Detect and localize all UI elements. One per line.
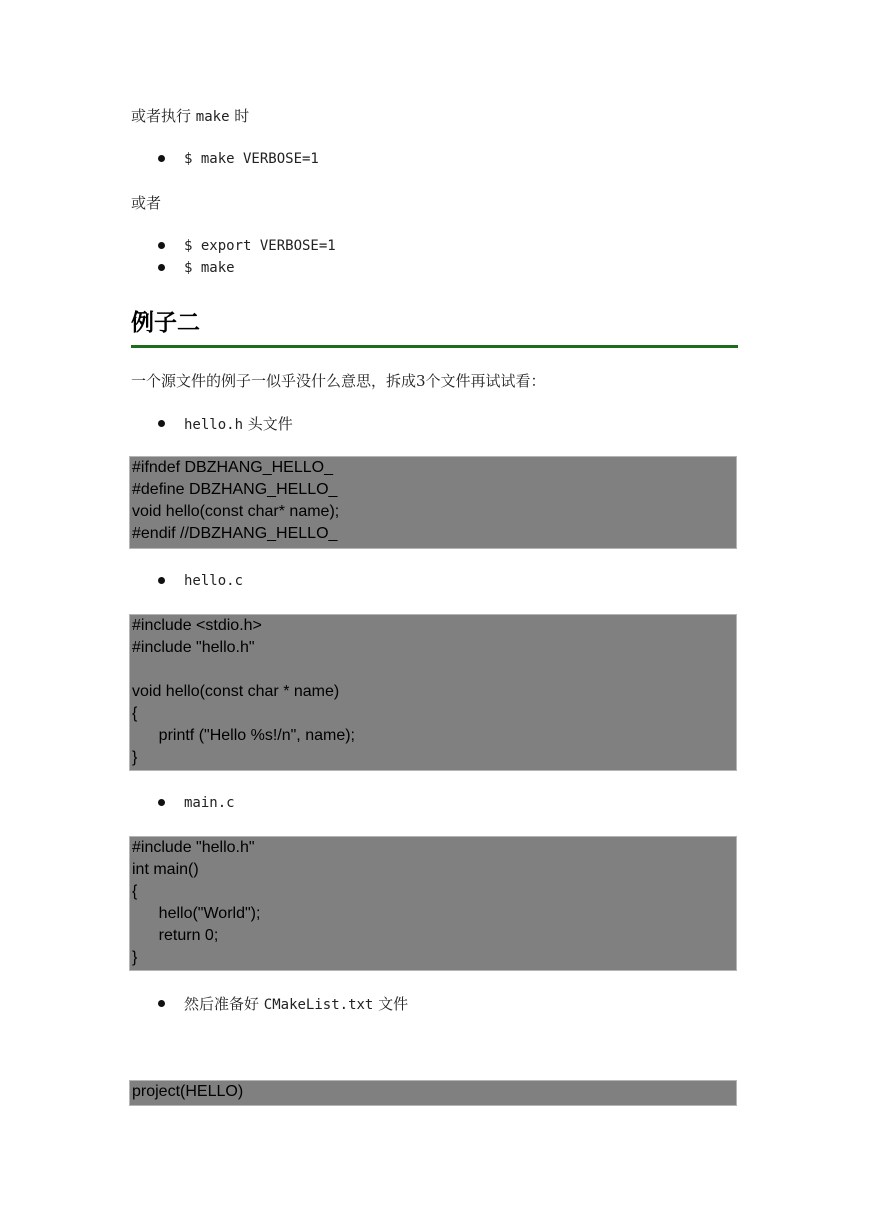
code-line: } xyxy=(132,949,138,966)
code-block-cmake xyxy=(129,1080,737,1106)
cmake-pre: 然后准备好 xyxy=(184,995,264,1013)
command-text: $ make VERBOSE=1 xyxy=(184,151,319,167)
code-line: return 0; xyxy=(132,927,219,944)
description-text: 一个源文件的例子一似乎没什么意思，拆成3个文件再试试看： xyxy=(131,372,546,390)
section-heading: 例子二 xyxy=(131,310,200,336)
file-name: hello.h xyxy=(184,417,244,433)
file-name: main.c xyxy=(184,795,235,811)
code-line: { xyxy=(132,705,138,722)
code-line: #include "hello.h" xyxy=(132,639,255,656)
code-line: #include <stdio.h> xyxy=(132,617,262,634)
code-line: void hello(const char * name) xyxy=(132,683,340,700)
heading-underline xyxy=(131,345,738,348)
bullet-icon xyxy=(158,799,165,806)
bullet-icon xyxy=(158,420,165,427)
bullet-icon xyxy=(158,242,165,249)
cmake-post: 文件 xyxy=(373,995,409,1013)
file-name: hello.c xyxy=(184,573,244,589)
code-line: #define DBZHANG_HELLO_ xyxy=(132,481,338,498)
code-line: int main() xyxy=(132,861,199,878)
code-line: printf ("Hello %s!/n", name); xyxy=(132,727,355,744)
code-block-main-c xyxy=(129,836,737,971)
bullet-icon xyxy=(158,155,165,162)
command-text: $ make xyxy=(184,260,235,276)
intro-code: make xyxy=(195,109,230,125)
code-line xyxy=(132,659,736,681)
intro-pre: 或者执行 xyxy=(131,107,196,125)
code-line: #include "hello.h" xyxy=(132,839,255,856)
cmake-instruction xyxy=(184,994,408,1015)
code-block-hello-h xyxy=(129,456,737,549)
code-line: hello("World"); xyxy=(132,905,261,922)
or-text: 或者 xyxy=(131,194,162,212)
code-line: #endif //DBZHANG_HELLO_ xyxy=(132,525,338,542)
bullet-icon xyxy=(158,264,165,271)
command-text: $ export VERBOSE=1 xyxy=(184,238,336,254)
code-line: { xyxy=(132,883,138,900)
intro-post: 时 xyxy=(229,107,250,125)
file-desc: 头文件 xyxy=(243,415,293,433)
code-line: void hello(const char* name); xyxy=(132,503,340,520)
code-line: project(HELLO) xyxy=(132,1083,244,1100)
cmake-file: CMakeList.txt xyxy=(263,997,374,1013)
code-line: } xyxy=(132,749,138,766)
bullet-icon xyxy=(158,577,165,584)
code-block-hello-c xyxy=(129,614,737,771)
bullet-icon xyxy=(158,1000,165,1007)
file-label xyxy=(184,414,293,435)
code-line: #ifndef DBZHANG_HELLO_ xyxy=(132,459,333,476)
intro-line xyxy=(131,106,249,127)
